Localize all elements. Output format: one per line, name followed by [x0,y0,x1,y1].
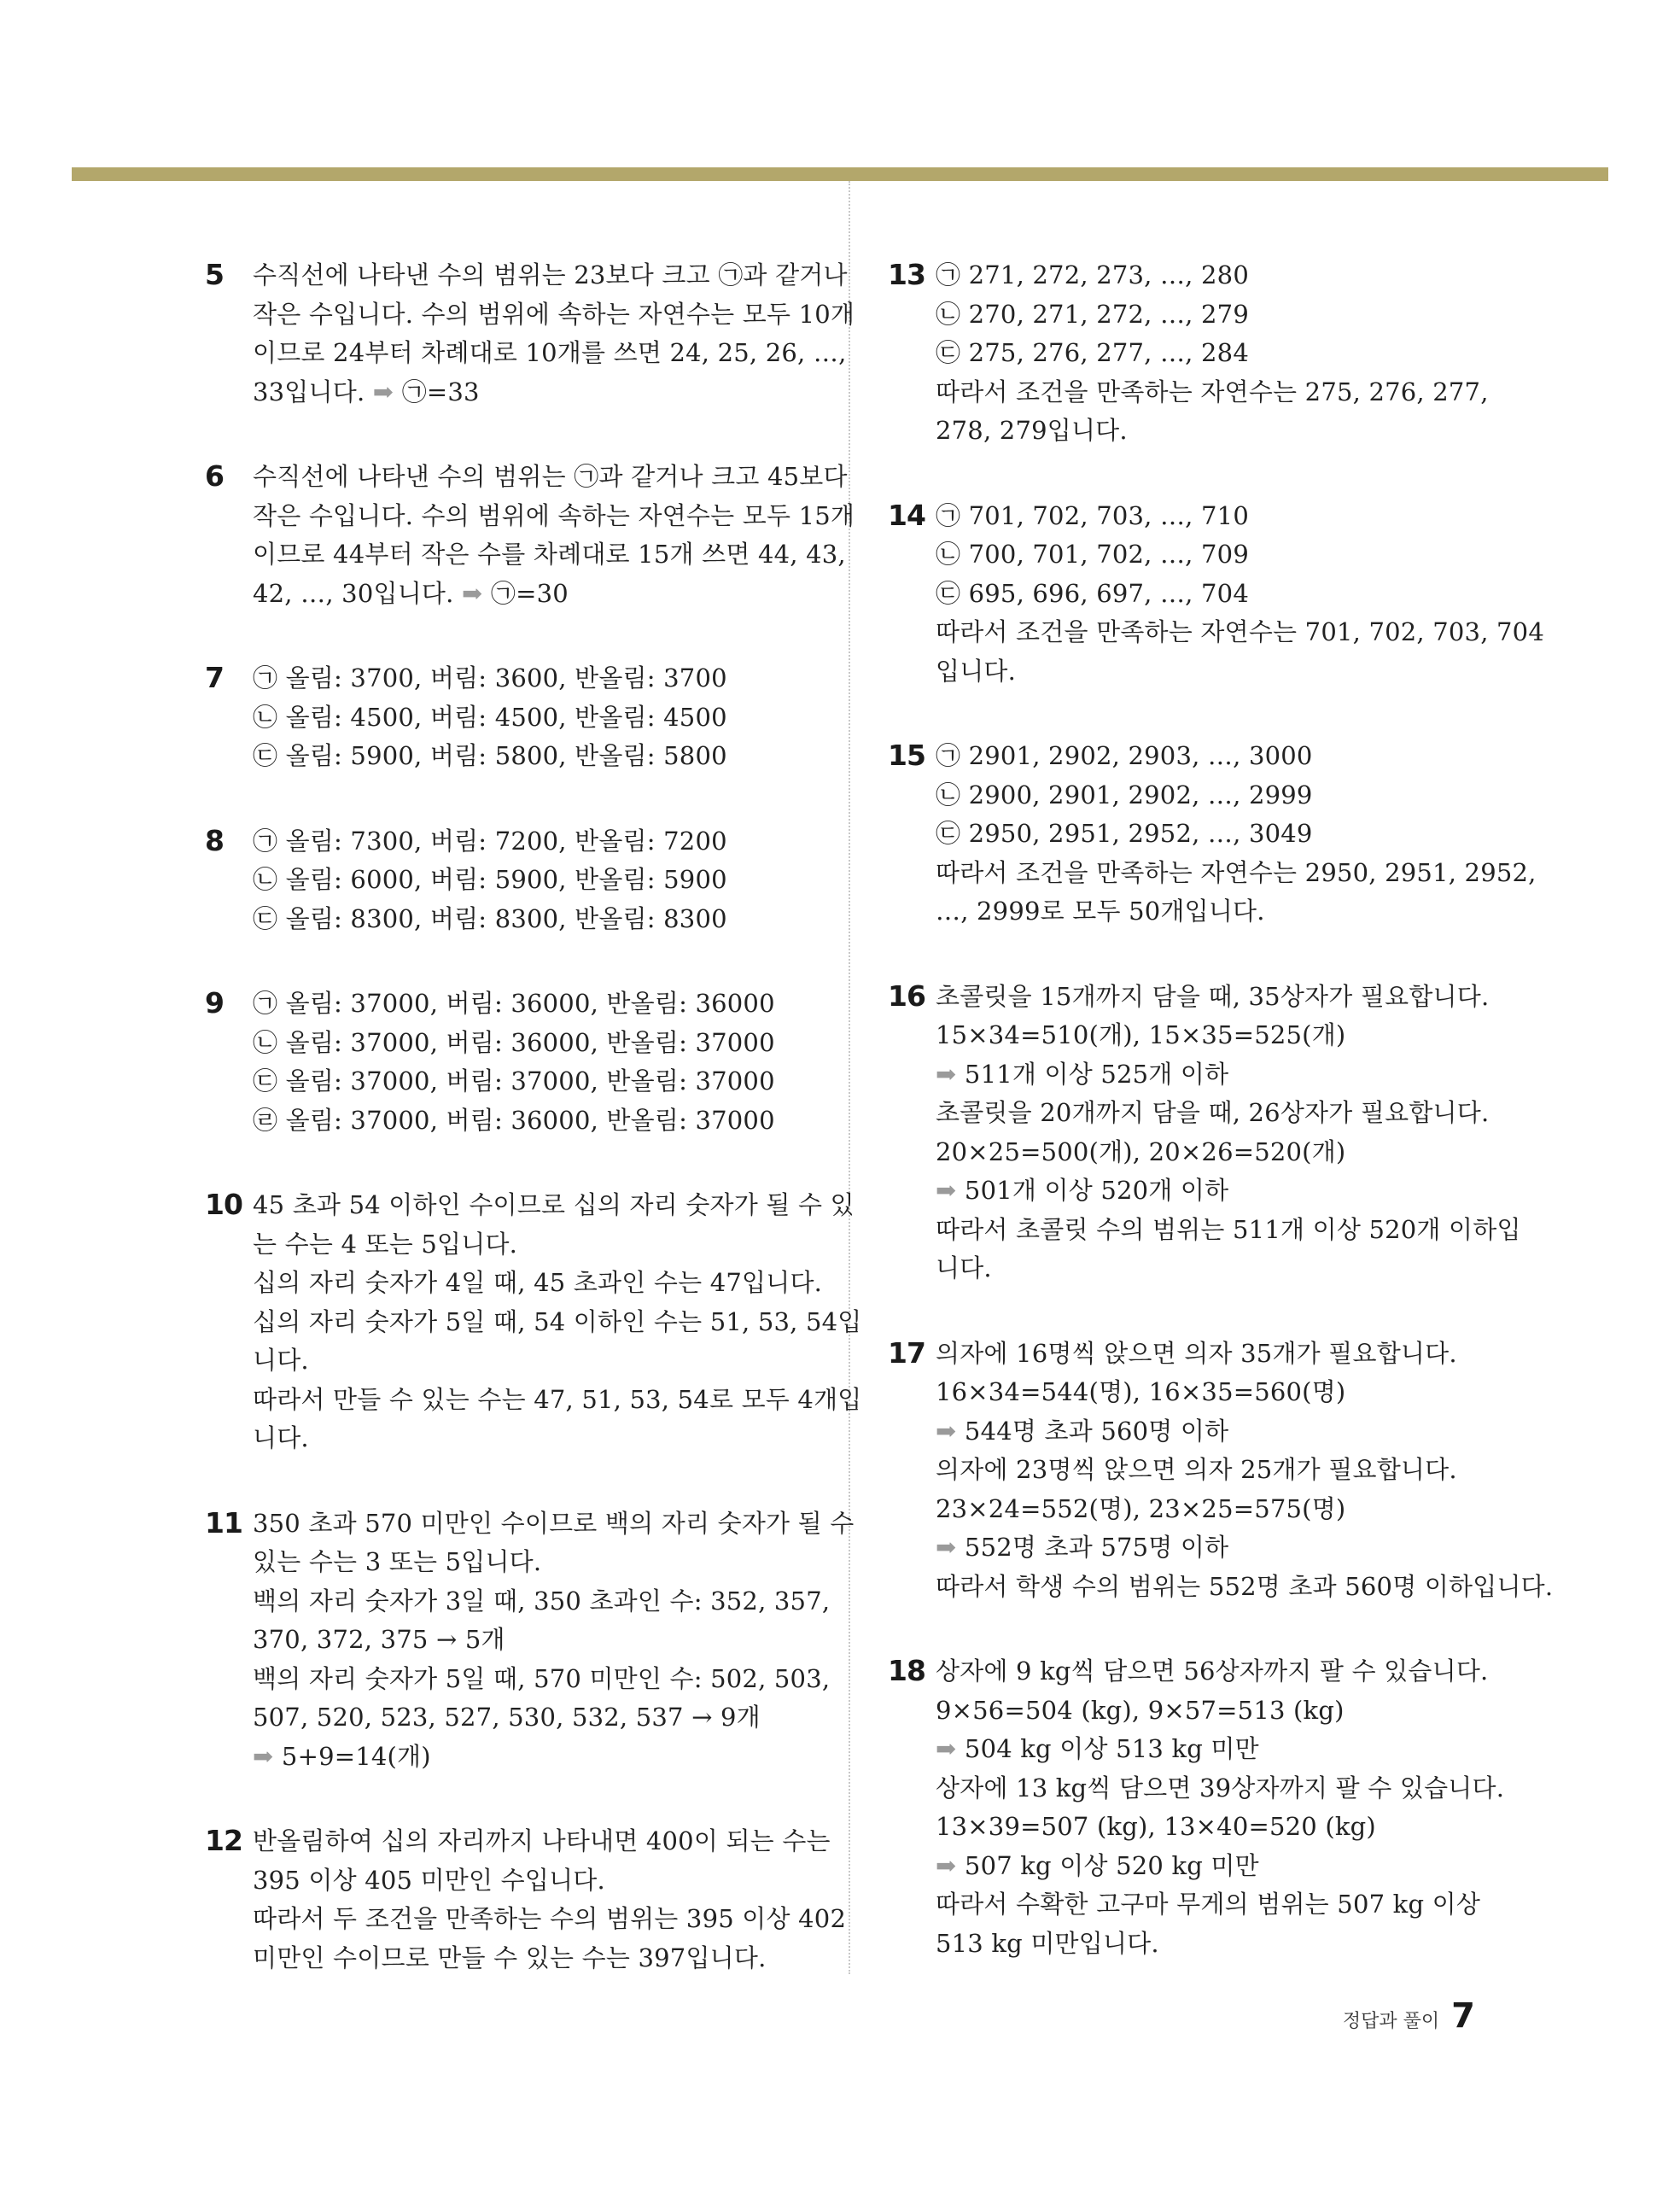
solution-line: 니다. [936,1253,992,1282]
solution-line: 42, …, 30입니다. ➡ ㉠=30 [253,578,569,608]
solution-line: 15×34=510(개), 15×35=525(개) [936,1020,1346,1049]
solution-line: ㉠ 701, 702, 703, …, 710 [936,500,1249,530]
solution-line: …, 2999로 모두 50개입니다. [936,897,1265,926]
header-accent-bar [72,167,1608,181]
problem-number: 11 [205,1505,242,1540]
solution-line: 9×56=504 (kg), 9×57=513 (kg) [936,1695,1345,1725]
problem-number: 17 [888,1335,925,1370]
solution-line: ㉡ 270, 271, 272, …, 279 [936,299,1249,329]
problem-7 [205,659,820,776]
problem-number: 16 [888,979,925,1013]
solution-line: ㉠ 올림: 7300, 버림: 7200, 반올림: 7200 [253,826,727,856]
problem-number: 12 [205,1824,242,1857]
problem-12 [205,1822,847,1978]
solution-line: 백의 자리 숫자가 5일 때, 570 미만인 수: 502, 503, [253,1663,831,1693]
solution-line: 백의 자리 숫자가 3일 때, 350 초과인 수: 352, 357, [253,1586,831,1615]
problem-number: 13 [888,258,925,291]
solution-line: 십의 자리 숫자가 5일 때, 54 이하인 수는 51, 53, 54입 [253,1306,862,1336]
solution-line: ㉡ 올림: 4500, 버림: 4500, 반올림: 4500 [253,702,727,732]
arrow-icon: ➡ [372,377,394,406]
solution-line: ㉢ 올림: 5900, 버림: 5800, 반올림: 5800 [253,741,727,770]
solution-line: ㉢ 695, 696, 697, …, 704 [936,578,1249,608]
problem-number: 7 [205,661,224,694]
solution-line: 507, 520, 523, 527, 530, 532, 537 → 9개 [253,1703,761,1732]
solution-line: 의자에 16명씩 앉으면 의자 35개가 필요합니다. [936,1338,1457,1368]
problem-number: 9 [205,986,224,1020]
page-number: 7 [1451,1996,1475,2036]
solution-line: 45 초과 54 이하인 수이므로 십의 자리 숫자가 될 수 있 [253,1190,855,1219]
problem-15 [888,737,1537,932]
arrow-icon: ➡ [461,578,483,608]
problem-number: 18 [888,1654,925,1687]
solution-line: 따라서 두 조건을 만족하는 수의 범위는 395 이상 402 [253,1904,847,1933]
footer-label: 정답과 풀이 [1342,2011,1440,2032]
problem-number: 5 [205,258,224,291]
solution-line: 따라서 조건을 만족하는 자연수는 2950, 2951, 2952, [936,857,1537,887]
solution-line: 십의 자리 숫자가 4일 때, 45 초과인 수는 47입니다. [253,1268,823,1297]
solution-line: 니다. [253,1423,309,1452]
solution-line: 니다. [253,1346,309,1375]
problem-number: 10 [205,1188,242,1221]
right-column [888,256,1554,1963]
problem-14 [888,497,1544,692]
solution-line: 미만인 수이므로 만들 수 있는 수는 397입니다. [253,1943,767,1972]
solution-line: ㉠ 올림: 37000, 버림: 36000, 반올림: 36000 [253,989,775,1018]
solution-line: 16×34=544(명), 16×35=560(명) [936,1377,1346,1406]
solution-line: 상자에 9 kg씩 담으면 56상자까지 팔 수 있습니다. [936,1656,1489,1686]
solution-line: 있는 수는 3 또는 5입니다. [253,1547,542,1576]
solution-line: 는 수는 4 또는 5입니다. [253,1229,518,1259]
solution-line: ㉢ 2950, 2951, 2952, …, 3049 [936,819,1313,848]
solution-line: ㉡ 올림: 6000, 버림: 5900, 반올림: 5900 [253,865,727,894]
solution-line: 상자에 13 kg씩 담으면 39상자까지 팔 수 있습니다. [936,1773,1505,1802]
page-footer [1343,1996,1475,2036]
problem-number: 15 [888,739,925,772]
problem-5 [205,256,855,412]
solution-line: 작은 수입니다. 수의 범위에 속하는 자연수는 모두 10개 [253,299,855,329]
solution-line: ➡ 501개 이상 520개 이하 [936,1176,1229,1205]
problem-number: 6 [205,459,224,493]
solution-line: 278, 279입니다. [936,416,1128,445]
problem-number: 8 [205,823,224,857]
left-column [205,256,862,1978]
solution-line: 370, 372, 375 → 5개 [253,1625,505,1654]
solution-line: 작은 수입니다. 수의 범위에 속하는 자연수는 모두 15개 [253,500,855,530]
solution-line: ㉡ 2900, 2901, 2902, …, 2999 [936,780,1313,809]
solution-line: ㉠ 2901, 2902, 2903, …, 3000 [936,741,1313,770]
solution-line: ➡ 544명 초과 560명 이하 [936,1416,1229,1446]
solution-line: 반올림하여 십의 자리까지 나타내면 400이 되는 수는 [253,1826,831,1855]
solution-line: ➡ 511개 이상 525개 이하 [936,1059,1229,1089]
solution-line: 따라서 만들 수 있는 수는 47, 51, 53, 54로 모두 4개입 [253,1384,862,1414]
solution-line: ➡ 5+9=14(개) [253,1741,431,1771]
solution-line: ㉠ 올림: 3700, 버림: 3600, 반올림: 3700 [253,663,727,692]
problem-18 [888,1652,1505,1963]
solution-line: 의자에 23명씩 앉으면 의자 25개가 필요합니다. [936,1455,1457,1484]
arrow-icon: ➡ [936,1059,957,1089]
solution-line: ㉠ 271, 272, 273, …, 280 [936,260,1249,289]
solution-line: 513 kg 미만입니다. [936,1928,1159,1958]
problem-13 [888,256,1502,451]
column-divider [849,181,850,1974]
solution-line: 수직선에 나타낸 수의 범위는 23보다 크고 ㉠과 같거나 [253,260,848,289]
solution-line: 20×25=500(개), 20×26=520(개) [936,1136,1346,1166]
solution-line: 따라서 학생 수의 범위는 552명 초과 560명 이하입니다. [936,1571,1554,1601]
solution-line: 23×24=552(명), 23×25=575(명) [936,1493,1346,1523]
problem-16 [888,978,1521,1288]
solution-line: 입니다. [936,656,1017,686]
solution-line: 33입니다. ➡ ㉠=33 [253,377,480,406]
solution-line: 수직선에 나타낸 수의 범위는 ㉠과 같거나 크고 45보다 [253,462,848,491]
arrow-icon: ➡ [253,1741,274,1771]
arrow-icon: ➡ [936,1176,957,1205]
solution-line: 350 초과 570 미만인 수이므로 백의 자리 숫자가 될 수 [253,1508,855,1538]
solution-line: 초콜릿을 15개까지 담을 때, 35상자가 필요합니다. [936,981,1490,1011]
arrow-icon: ➡ [936,1416,957,1446]
problem-8 [205,822,820,939]
solution-line: 초콜릿을 20개까지 담을 때, 26상자가 필요합니다. [936,1098,1490,1127]
problem-9 [205,984,820,1140]
problem-17 [888,1335,1554,1607]
solution-line: ➡ 507 kg 이상 520 kg 미만 [936,1850,1259,1880]
solution-line: ㉣ 올림: 37000, 버림: 36000, 반올림: 37000 [253,1105,775,1135]
arrow-icon: ➡ [936,1734,957,1763]
solution-line: ㉢ 올림: 37000, 버림: 37000, 반올림: 37000 [253,1066,775,1096]
solution-line: 이므로 44부터 작은 수를 차례대로 15개 쓰면 44, 43, [253,540,846,569]
solution-line: 따라서 조건을 만족하는 자연수는 275, 276, 277, [936,377,1489,406]
arrow-icon: ➡ [936,1533,957,1562]
solution-line: 13×39=507 (kg), 13×40=520 (kg) [936,1812,1376,1841]
solution-line: ㉢ 275, 276, 277, …, 284 [936,338,1249,367]
problem-11 [205,1504,855,1777]
arrow-icon: ➡ [936,1850,957,1880]
solution-line: ➡ 504 kg 이상 513 kg 미만 [936,1734,1259,1763]
solution-line: 이므로 24부터 차례대로 10개를 쓰면 24, 25, 26, …, [253,338,847,367]
solution-line: ㉢ 올림: 8300, 버림: 8300, 반올림: 8300 [253,903,727,933]
solution-line: ㉡ 700, 701, 702, …, 709 [936,540,1249,569]
solution-line: ➡ 552명 초과 575명 이하 [936,1533,1229,1562]
problem-number: 14 [888,498,925,532]
solution-line: ㉡ 올림: 37000, 버림: 36000, 반올림: 37000 [253,1027,775,1057]
solution-line: 395 이상 405 미만인 수입니다. [253,1865,605,1895]
solution-line: 따라서 조건을 만족하는 자연수는 701, 702, 703, 704 [936,617,1544,646]
solution-line: 따라서 수확한 고구마 무게의 범위는 507 kg 이상 [936,1890,1481,1919]
problem-10 [205,1186,862,1458]
solution-line: 따라서 초콜릿 수의 범위는 511개 이상 520개 이하입 [936,1214,1521,1244]
problem-6 [205,458,855,613]
